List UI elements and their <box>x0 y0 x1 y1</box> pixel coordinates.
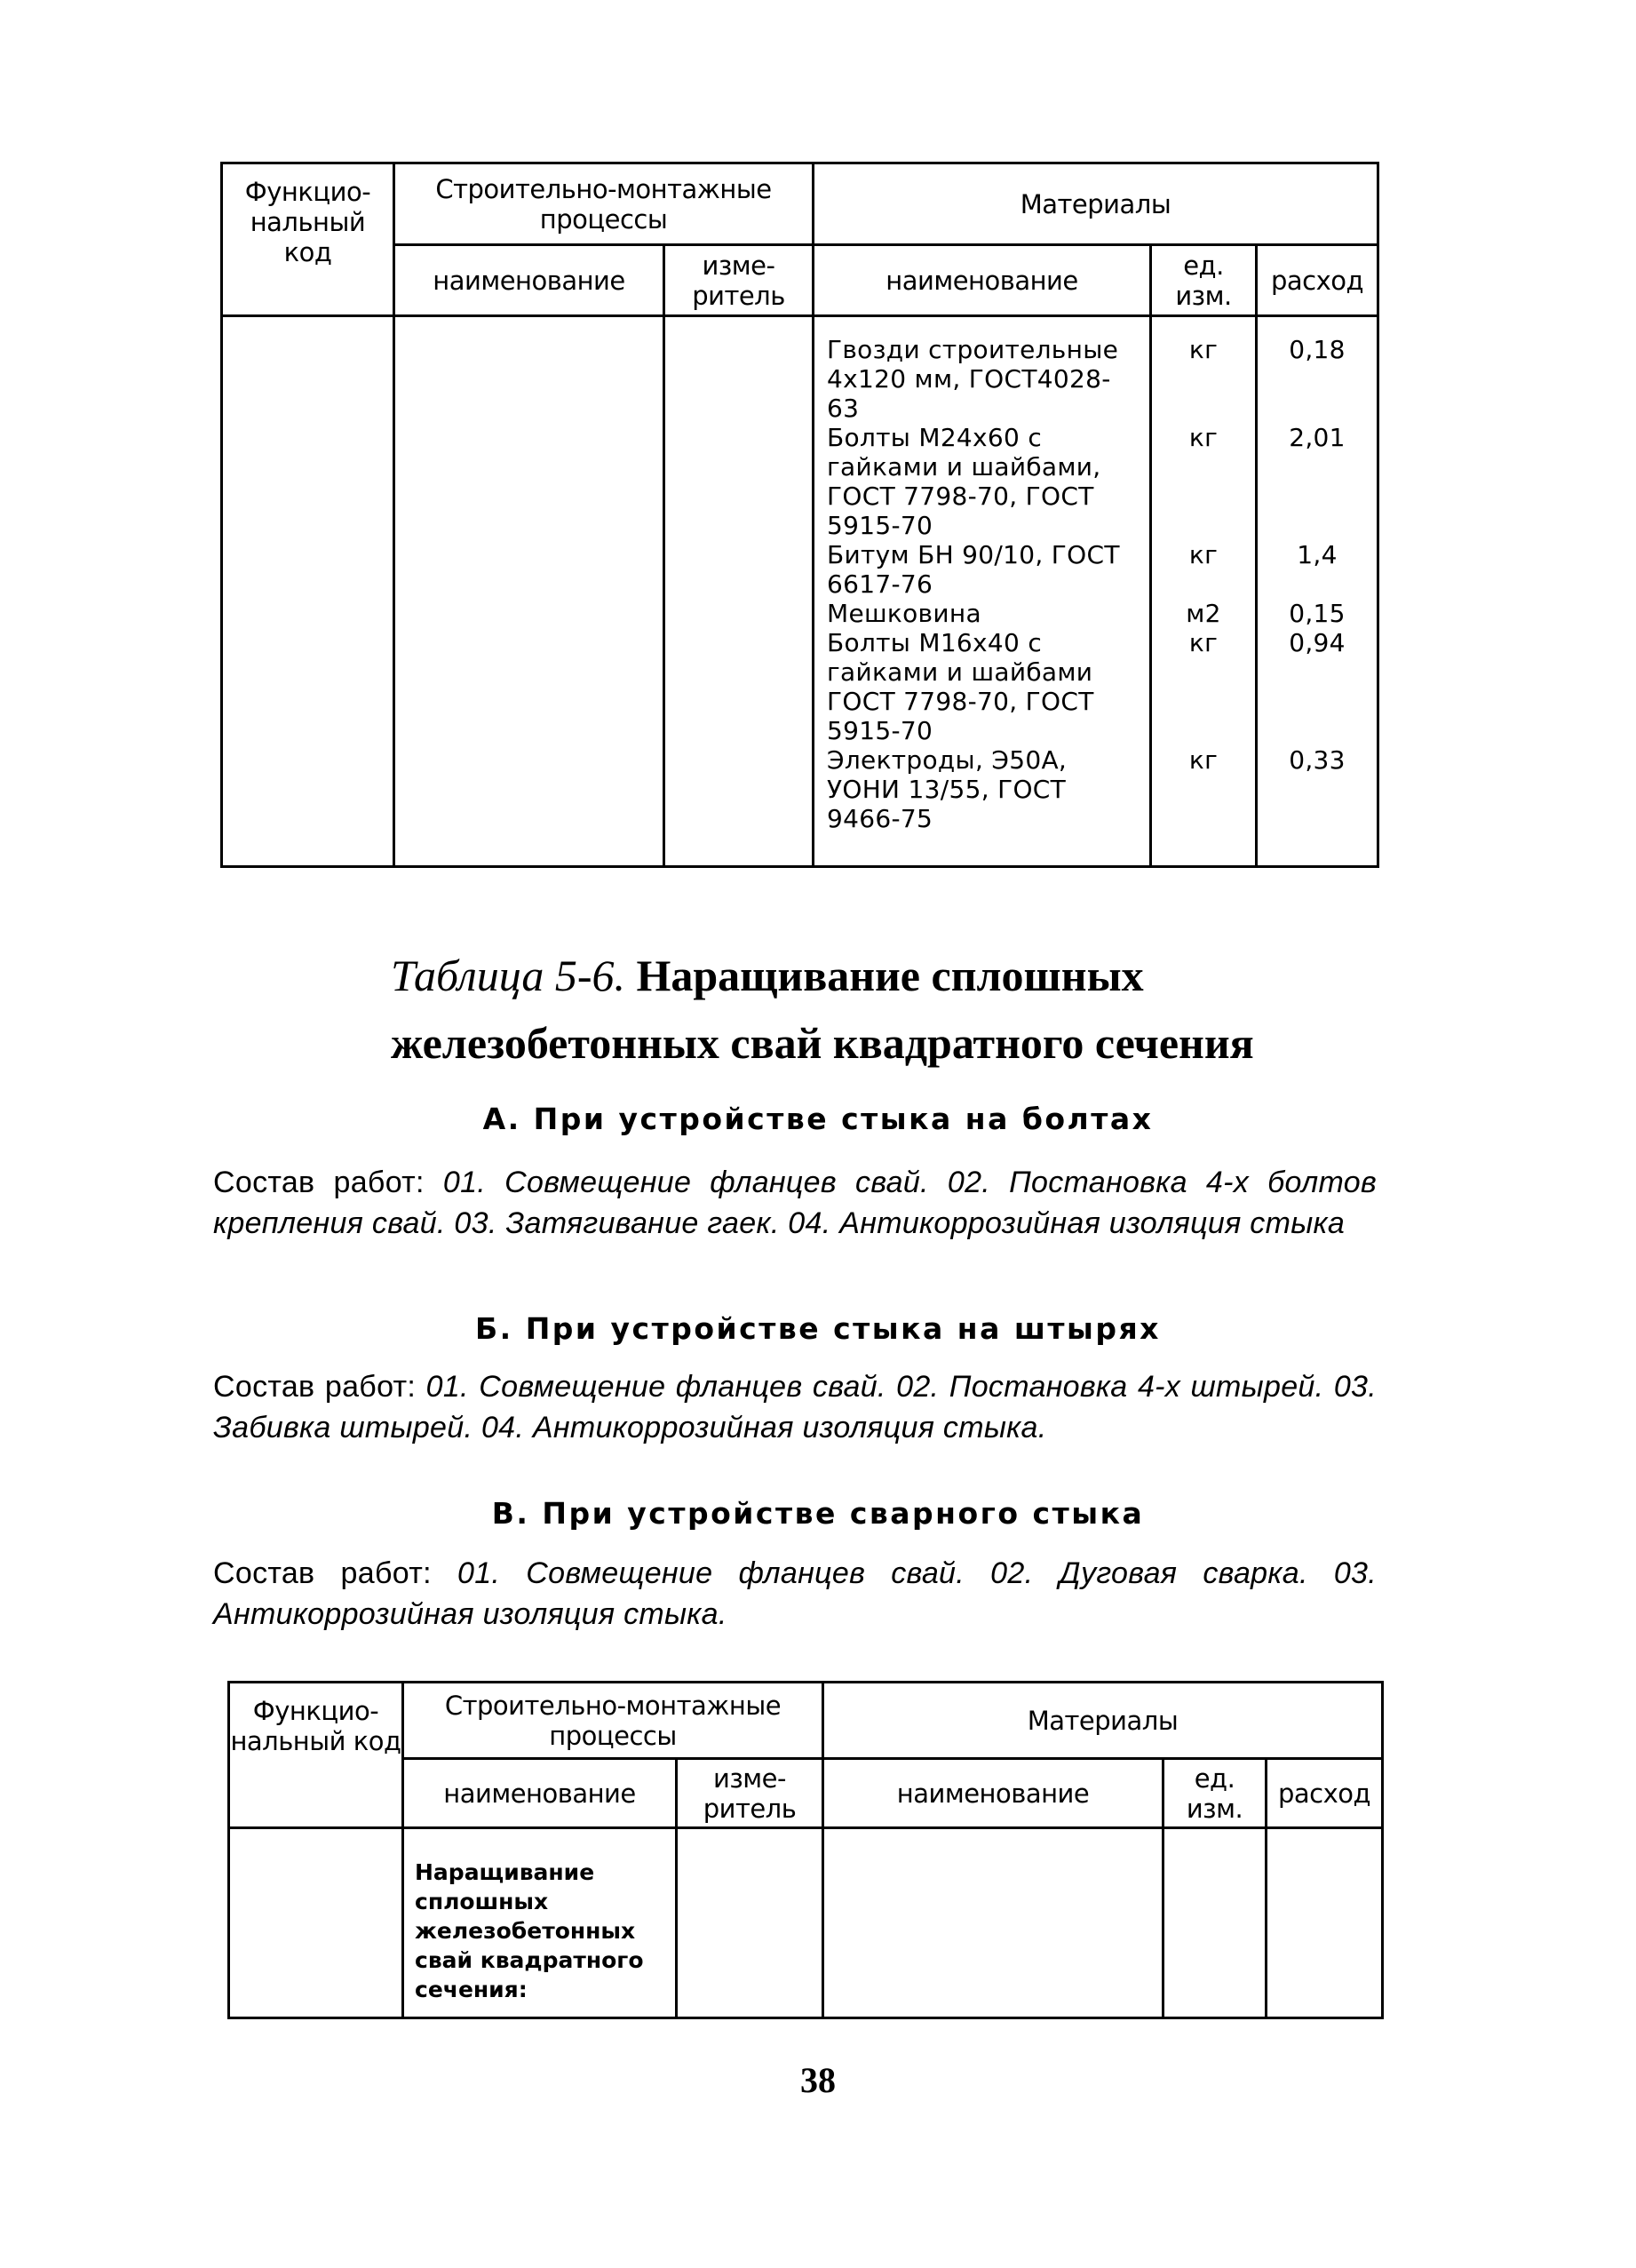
material-name: Электроды, Э50А, УОНИ 13/55, ГОСТ 9466-75 <box>827 745 1068 833</box>
func-code-cell <box>222 316 394 867</box>
func-code-cell <box>229 1828 403 2018</box>
work-description: 01. Совмещение фланцев свай. 02. Постановка 4-х болтов крепления свай. 03. Затягивание гаек. 04. Антикоррозийная изоляция стыка <box>213 1166 1377 1240</box>
material-name: Болты М24х60 с гайками и шайбами, ГОСТ 7798-70, ГОСТ 5915-70 <box>827 423 1101 540</box>
section-heading-b: Б. При устройстве стыка на штырях <box>475 1311 1161 1346</box>
material-unit: м2 <box>1186 599 1221 628</box>
section-heading-a: А. При устройстве стыка на болтах <box>482 1102 1154 1136</box>
header-unit: ед. изм. <box>1163 1759 1267 1828</box>
materials-name-cell <box>814 316 1151 867</box>
header-unit: ед. изм. <box>1151 245 1257 316</box>
caption-prefix: Таблица 5-6. <box>391 951 625 1000</box>
page-number: 38 <box>800 2060 836 2100</box>
measure-cell <box>664 316 814 867</box>
header-func-code: Функцио-нальный код <box>229 1683 403 1828</box>
header-processes: Строительно-монтажные процессы <box>403 1683 823 1759</box>
header-materials: Материалы <box>823 1683 1383 1759</box>
material-unit: кг <box>1188 540 1219 569</box>
work-label: Состав работ: <box>213 1166 425 1199</box>
material-unit: кг <box>1188 745 1219 775</box>
header-materials: Материалы <box>814 163 1378 245</box>
header-consumption: расход <box>1257 245 1378 316</box>
header-proc-name: наименование <box>403 1759 677 1828</box>
work-description: 01. Совмещение фланцев свай. 02. Дуговая сварка. 03. Антикоррозийная изоляция стыка. <box>213 1556 1377 1631</box>
material-qty: 0,18 <box>1289 335 1346 364</box>
material-name: Мешковина <box>827 599 981 628</box>
material-unit: кг <box>1188 423 1219 452</box>
work-label: Состав работ: <box>213 1556 432 1590</box>
material-unit: кг <box>1188 628 1219 657</box>
table-caption <box>391 942 1377 1077</box>
material-qty: 0,94 <box>1289 628 1346 657</box>
header-processes: Строительно-монтажные процессы <box>394 163 814 245</box>
materials-table-bottom <box>227 1681 1384 2019</box>
material-qty: 2,01 <box>1289 423 1346 452</box>
header-measure: изме-ритель <box>664 245 814 316</box>
materials-unit-cell <box>1163 1828 1267 2018</box>
process-name: Наращивание сплошных железобетонных свай квадратного сечения: <box>415 1859 644 2002</box>
section-body-b <box>213 1366 1377 1448</box>
section-body-c <box>213 1553 1377 1635</box>
work-description: 01. Совмещение фланцев свай. 02. Постановка 4-х штырей. 03. Забивка штырей. 04. Антикоррозийная изоляция стыка. <box>213 1370 1378 1444</box>
materials-qty-cell <box>1257 316 1378 867</box>
materials-table-top <box>220 162 1379 868</box>
material-qty: 0,33 <box>1289 745 1346 775</box>
work-label: Состав работ: <box>213 1370 417 1404</box>
header-mat-name: наименование <box>814 245 1151 316</box>
materials-name-cell <box>823 1828 1163 2018</box>
materials-unit-cell <box>1151 316 1257 867</box>
material-name: Гвозди строительные 4х120 мм, ГОСТ4028-63 <box>827 335 1119 423</box>
material-unit: кг <box>1188 335 1219 364</box>
material-qty: 1,4 <box>1297 540 1338 569</box>
material-name: Битум БН 90/10, ГОСТ 6617-76 <box>827 540 1120 599</box>
materials-qty-cell <box>1267 1828 1383 2018</box>
header-measure: изме-ритель <box>677 1759 823 1828</box>
caption-title: Наращивание сплошных железобетонных свай квадратного сечения <box>391 951 1254 1068</box>
header-proc-name: наименование <box>394 245 664 316</box>
material-name: Болты М16х40 с гайками и шайбами ГОСТ 7798-70, ГОСТ 5915-70 <box>827 628 1094 745</box>
header-func-code: Функцио-нальный код <box>222 163 394 316</box>
section-heading-c: В. При устройстве сварного стыка <box>491 1496 1145 1531</box>
process-name-cell <box>394 316 664 867</box>
process-name-cell <box>403 1828 677 2018</box>
header-consumption: расход <box>1267 1759 1383 1828</box>
header-mat-name: наименование <box>823 1759 1163 1828</box>
section-body-a <box>213 1162 1377 1244</box>
material-qty: 0,15 <box>1289 599 1346 628</box>
measure-cell <box>677 1828 823 2018</box>
